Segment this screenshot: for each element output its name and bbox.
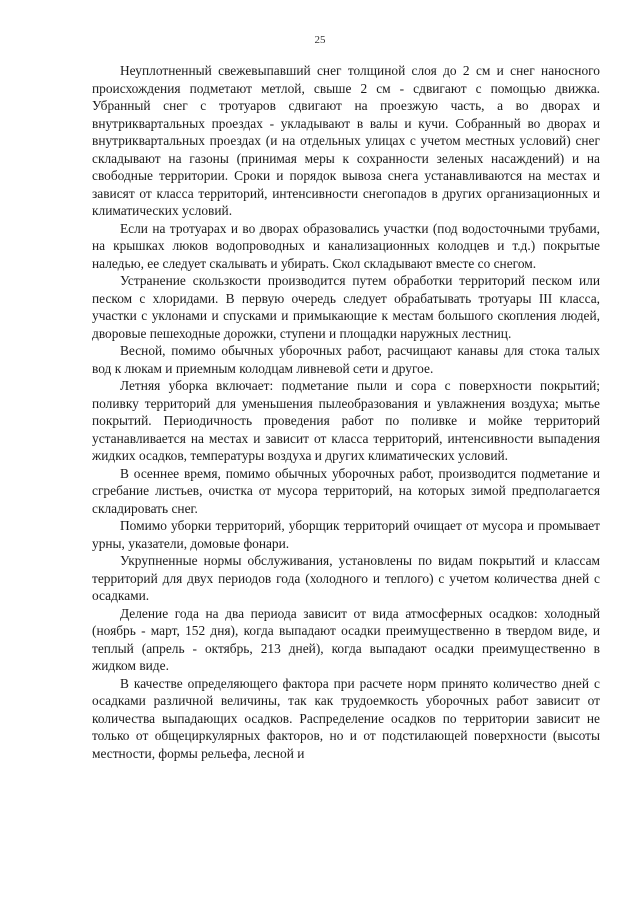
paragraph-service-norms: Укрупненные нормы обслуживания, установлены по видам покрытий и классам территорий для двух периодов года (холодного и теплого) с учетом количества дней с осадками. xyxy=(92,553,600,603)
paragraph-year-periods: Деление года на два периода зависит от вида атмосферных осадков: холодный (ноябрь - март, 152 дня), когда выпадают осадки преимущественно в твердом виде, и теплый (апрель - октябрь, 213 дней), когда выпадают осадки преимущественно в жидком виде. xyxy=(92,605,600,673)
paragraph-spring-works: Весной, помимо обычных уборочных работ, расчищают канавы для стока талых вод к люкам и приемным колодцам ливневой сети и другое. xyxy=(92,343,600,376)
paragraph-summer-cleaning: Летняя уборка включает: подметание пыли и сора с поверхности покрытий; поливку территорий для уменьшения пылеобразования и увлажнения воздуха; мытье покрытий. Периодичность проведения работ по поливке и мойке территорий устанавливается на местах и зависит от класса территорий, интенсивности выпадения жидких осадков, температуры воздуха и других климатических условий. xyxy=(92,378,600,463)
page-number: 25 xyxy=(314,34,326,46)
paragraph-ice-removal: Если на тротуарах и во дворах образовались участки (под водосточными трубами, на крышках люков водопроводных и канализационных колодцев и т.д.) покрытые наледью, ее следует скалывать и убирать. Скол складывают вместе со снегом. xyxy=(92,220,600,271)
document-body xyxy=(92,62,600,762)
paragraph-autumn-works: В осеннее время, помимо обычных уборочных работ, производится подметание и сгребание листьев, очистка от мусора территорий, на которых зимой предполагается складировать снег. xyxy=(92,465,600,516)
paragraph-slipperiness: Устранение скользкости производится путем обработки территорий песком или песком с хлоридами. В первую очередь следует обрабатывать тротуары III класса, участки с уклонами и спусками и примыкающие к местам большого скопления людей, дворовые пешеходные дорожки, ступени и площадки наружных лестниц. xyxy=(92,273,600,341)
paragraph-additional-duties: Помимо уборки территорий, уборщик территорий очищает от мусора и промывает урны, указатели, домовые фонари. xyxy=(92,518,600,551)
paragraph-snow-removal: Неуплотненный свежевыпавший снег толщиной слоя до 2 см и снег наносного происхождения подметают метлой, свыше 2 см - сдвигают с помощью движка. Убранный снег с тротуаров сдвигают на проезжую часть, а во дворах и внутриквартальных проездах - укладывают в валы и кучи. Собранный во дворах и внутриквартальных проездах (и на отдельных улицах с учетом местных условий) снег складывают на газоны (принимая меры к сохранности зеленых насаждений) и на свободные территории. Сроки и порядок вывоза снега устанавливаются на местах и зависят от класса территорий, интенсивности снегопадов в других организационных и климатических условий. xyxy=(92,63,600,218)
paragraph-precipitation-factor: В качестве определяющего фактора при расчете норм принято количество дней с осадками различной величины, так как трудоемкость уборочных работ зависит от количества выпадающих осадков. Распределение осадков по территории зависит не только от общециркулярных факторов, но и от подстилающей поверхности (высоты местности, формы рельефа, лесной и xyxy=(92,675,600,761)
